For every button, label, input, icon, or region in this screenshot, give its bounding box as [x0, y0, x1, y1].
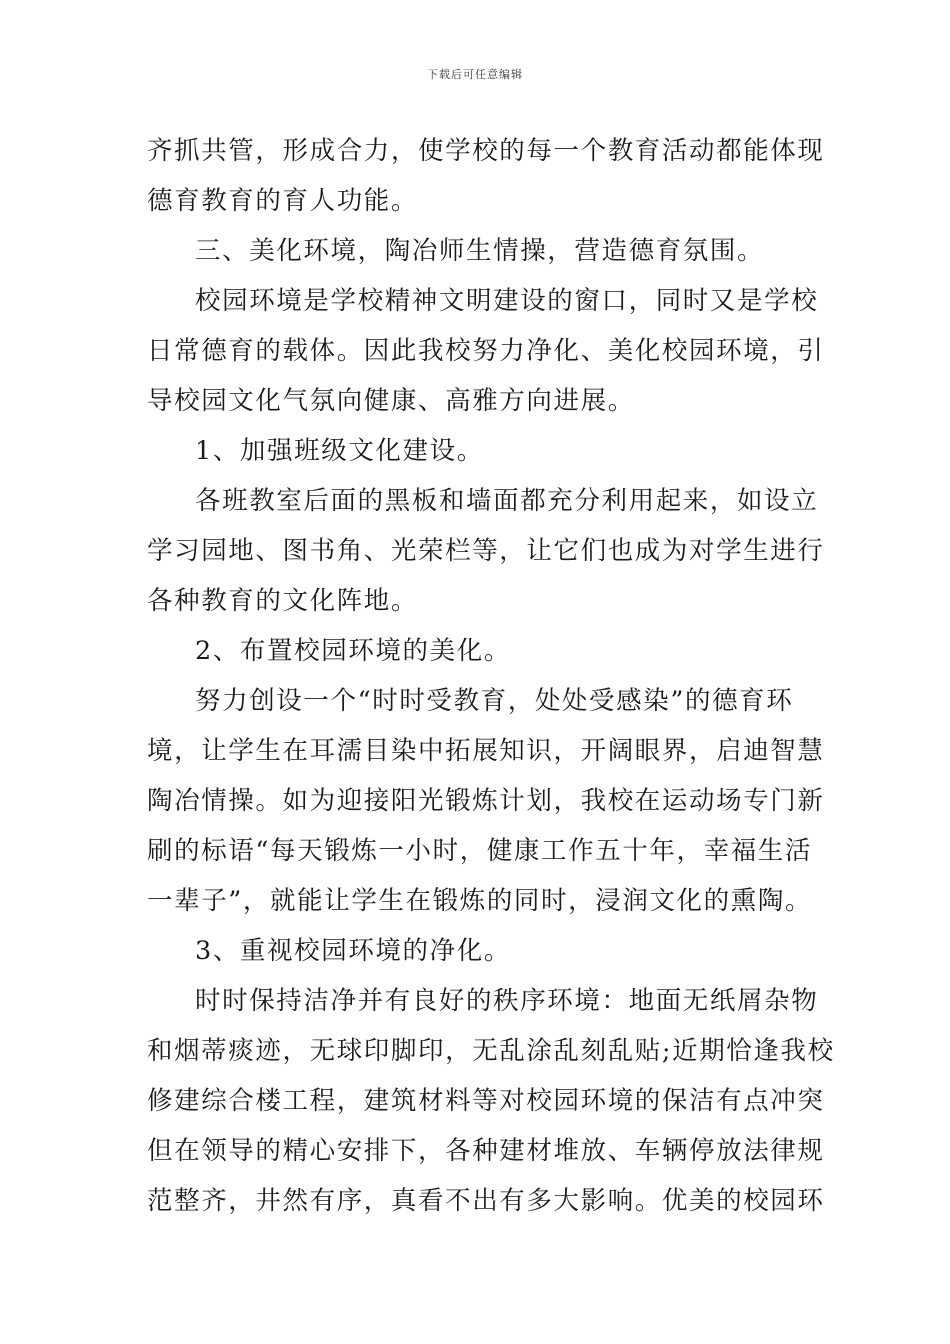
text-line: 范整齐，井然有序，真看不出有多大影响。优美的校园环 — [147, 1186, 825, 1216]
text-line: 和烟蒂痰迹，无球印脚印，无乱涂乱刻乱贴;近期恰逢我校 — [147, 1036, 835, 1066]
text-line: 但在领导的精心安排下，各种建材堆放、车辆停放法律规 — [147, 1136, 825, 1166]
subsection-heading: 2、布置校园环境的美化。 — [195, 636, 511, 666]
text-line: 德育教育的育人功能。 — [147, 186, 419, 216]
text-line: 修建综合楼工程，建筑材料等对校园环境的保洁有点冲突 — [147, 1086, 825, 1116]
text-line: 一辈子”，就能让学生在锻炼的同时，浸润文化的熏陶。 — [147, 886, 813, 916]
text-line: 刷的标语“每天锻炼一小时，健康工作五十年，幸福生活 — [147, 836, 813, 866]
paragraph-start: 时时保持洁净并有良好的秩序环境：地面无纸屑杂物 — [195, 986, 819, 1016]
header-note: 下载后可任意编辑 — [427, 68, 523, 81]
section-heading: 三、美化环境，陶冶师生情操，营造德育氛围。 — [195, 236, 765, 266]
text-line: 境，让学生在耳濡目染中拓展知识，开阔眼界，启迪智慧 — [147, 736, 825, 766]
paragraph-start: 努力创设一个“时时受教育，处处受感染”的德育环 — [195, 686, 794, 716]
text-line: 日常德育的载体。因此我校努力净化、美化校园环境，引 — [147, 336, 825, 366]
paragraph-start: 各班教室后面的黑板和墙面都充分利用起来，如设立 — [195, 486, 819, 516]
subsection-heading: 3、重视校园环境的净化。 — [195, 936, 511, 966]
text-line: 陶冶情操。如为迎接阳光锻炼计划，我校在运动场专门新 — [147, 786, 825, 816]
text-line: 齐抓共管，形成合力，使学校的每一个教育活动都能体现 — [147, 136, 825, 166]
document-body — [147, 126, 835, 1226]
text-line: 导校园文化气氛向健康、高雅方向进展。 — [147, 386, 635, 416]
subsection-heading: 1、加强班级文化建设。 — [195, 436, 484, 466]
text-line: 各种教育的文化阵地。 — [147, 586, 419, 616]
text-line: 学习园地、图书角、光荣栏等，让它们也成为对学生进行 — [147, 536, 825, 566]
paragraph-start: 校园环境是学校精神文明建设的窗口，同时又是学校 — [195, 286, 819, 316]
